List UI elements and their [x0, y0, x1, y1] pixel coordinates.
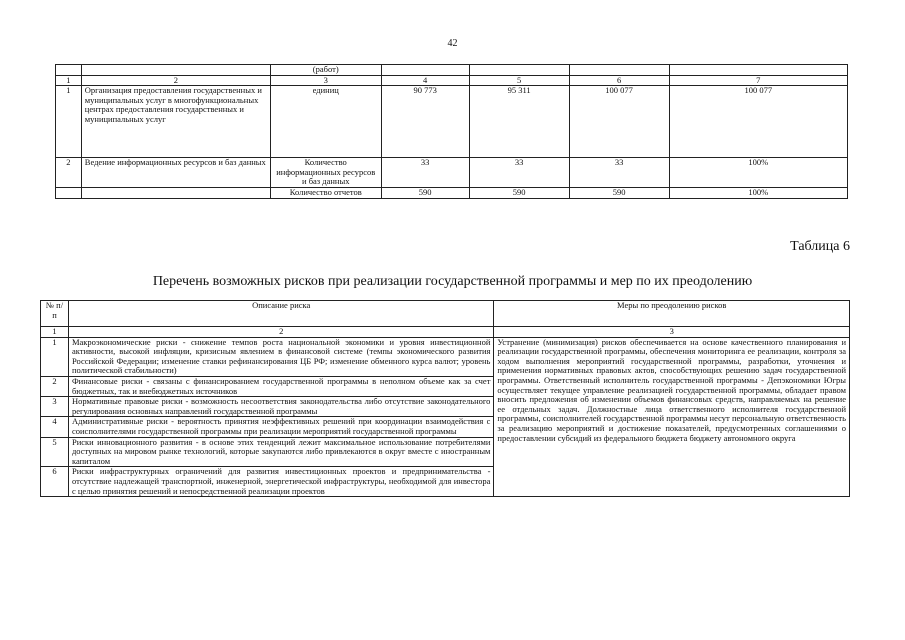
- table-row: [41, 337, 850, 376]
- column-number: 3: [494, 327, 850, 338]
- table-cell: Количество информационных ресурсов и баз данных: [270, 158, 381, 188]
- risk-description: Финансовые риски - связаны с финансированием государственной программы в неполном объеме как за счет бюджетных, так и внебюджетных источников: [68, 376, 493, 396]
- table-cell: 100%: [669, 187, 847, 198]
- column-number: 6: [569, 75, 669, 86]
- table-cell: [81, 187, 270, 198]
- risk-number: 6: [41, 467, 69, 497]
- table-cell: 33: [381, 158, 469, 188]
- column-number: 3: [270, 75, 381, 86]
- column-number: 2: [68, 327, 493, 338]
- table-cell: [669, 65, 847, 76]
- column-number: 5: [469, 75, 569, 86]
- column-header-description: Описание риска: [68, 301, 493, 327]
- table-cell: [569, 65, 669, 76]
- column-header-number: № п/п: [41, 301, 69, 327]
- column-numbers-row: [56, 75, 848, 86]
- risk-description: Риски инфраструктурных ограничений для развития инвестиционных проектов и предпринимательства - отсутствие надлежащей транспортной, инженерной, энергетической инфраструктуры, необходимой для инвестора с целью принятия решений и непосредственной реализации проектов: [68, 467, 493, 497]
- table-cell: 33: [469, 158, 569, 188]
- table-cell: [56, 65, 82, 76]
- table-cell: [56, 187, 82, 198]
- risk-number: 2: [41, 376, 69, 396]
- risk-measures: Устранение (минимизация) рисков обеспечивается на основе качественного планирования и реализации государственной программы, обеспечения мониторинга ее реализации, контроля за ходом выполнения мероприятий государственной программы, разработки, уточнения и применения нормативных правовых актов, способствующих решению задач государственной программы. Ответственный исполнитель государственной программы - Депэкономики Югры осуществляет текущее управление реализацией государственной программы, обладает правом вносить предложения об изменении объемов финансовых средств, направляемых на решение ее отдельных задач. Должностные лица ответственного исполнителя государственной программы, соисполнителей государственной программы несут персональную ответственность за реализацию мероприятий и достижение показателей, предусмотренных соглашениями о предоставлении субсидий из федерального бюджета бюджету автономного округа: [494, 337, 850, 497]
- risk-number: 5: [41, 437, 69, 467]
- table-cell: 2: [56, 158, 82, 188]
- risk-description: Риски инновационного развития - в основе этих тенденций лежит максимальное использование потребителями доступных на мировом рынке технологий, которые закупаются либо привлекаются в округ вместе с иностранным капиталом: [68, 437, 493, 467]
- table-row: [56, 158, 848, 188]
- risk-description: Административные риски - вероятность принятия неэффективных решений при координации взаимодействия с соисполнителями государственной программы при реализации мероприятий государственной программы: [68, 417, 493, 437]
- table-cell: 33: [569, 158, 669, 188]
- risk-number: 3: [41, 397, 69, 417]
- header-row: [41, 301, 850, 327]
- risk-number: 1: [41, 337, 69, 376]
- column-header-measures: Меры по преодолению рисков: [494, 301, 850, 327]
- column-number: 4: [381, 75, 469, 86]
- page-number: 42: [447, 38, 458, 49]
- table-cell: 590: [381, 187, 469, 198]
- table-cell: 1: [56, 86, 82, 158]
- risks-table: [40, 300, 850, 497]
- table-row: [56, 86, 848, 158]
- column-numbers-row: [41, 327, 850, 338]
- column-number: 1: [56, 75, 82, 86]
- column-number: 2: [81, 75, 270, 86]
- risk-number: 4: [41, 417, 69, 437]
- risk-description: Нормативные правовые риски - возможность несоответствия законодательства либо отсутствие законодательного регулирования основных направлений государственной программы: [68, 397, 493, 417]
- table-cell: 90 773: [381, 86, 469, 158]
- table-row: [56, 187, 848, 198]
- table-title: Перечень возможных рисков при реализации государственной программы и мер по их преодолению: [152, 274, 753, 289]
- table-cell: Организация предоставления государственных и муниципальных услуг в многофункциональных центрах предоставления государственных и муниципальных услуг: [81, 86, 270, 158]
- table-cell: [381, 65, 469, 76]
- table-cell: 95 311: [469, 86, 569, 158]
- table-row: [56, 65, 848, 76]
- table-cell: (работ): [270, 65, 381, 76]
- table-cell: Количество отчетов: [270, 187, 381, 198]
- table-cell: [469, 65, 569, 76]
- table-cell: 100 077: [669, 86, 847, 158]
- table-cell: 100%: [669, 158, 847, 188]
- table-cell: 100 077: [569, 86, 669, 158]
- table-cell: единиц: [270, 86, 381, 158]
- table-cell: Ведение информационных ресурсов и баз данных: [81, 158, 270, 188]
- column-number: 7: [669, 75, 847, 86]
- table-cell: [81, 65, 270, 76]
- table-cell: 590: [469, 187, 569, 198]
- indicators-table: [55, 64, 848, 199]
- risk-description: Макроэкономические риски - снижение темпов роста национальной экономики и уровня инвестиционной активности, высокой инфляции, кризисным явлением в финансовой системе (темпы экономического развития Российской Федерации; изменение ставки рефинансирования ЦБ РФ; изменение обменного курса валют; уровень политической стабильности): [68, 337, 493, 376]
- table-label: Таблица 6: [790, 239, 850, 254]
- column-number: 1: [41, 327, 69, 338]
- table-cell: 590: [569, 187, 669, 198]
